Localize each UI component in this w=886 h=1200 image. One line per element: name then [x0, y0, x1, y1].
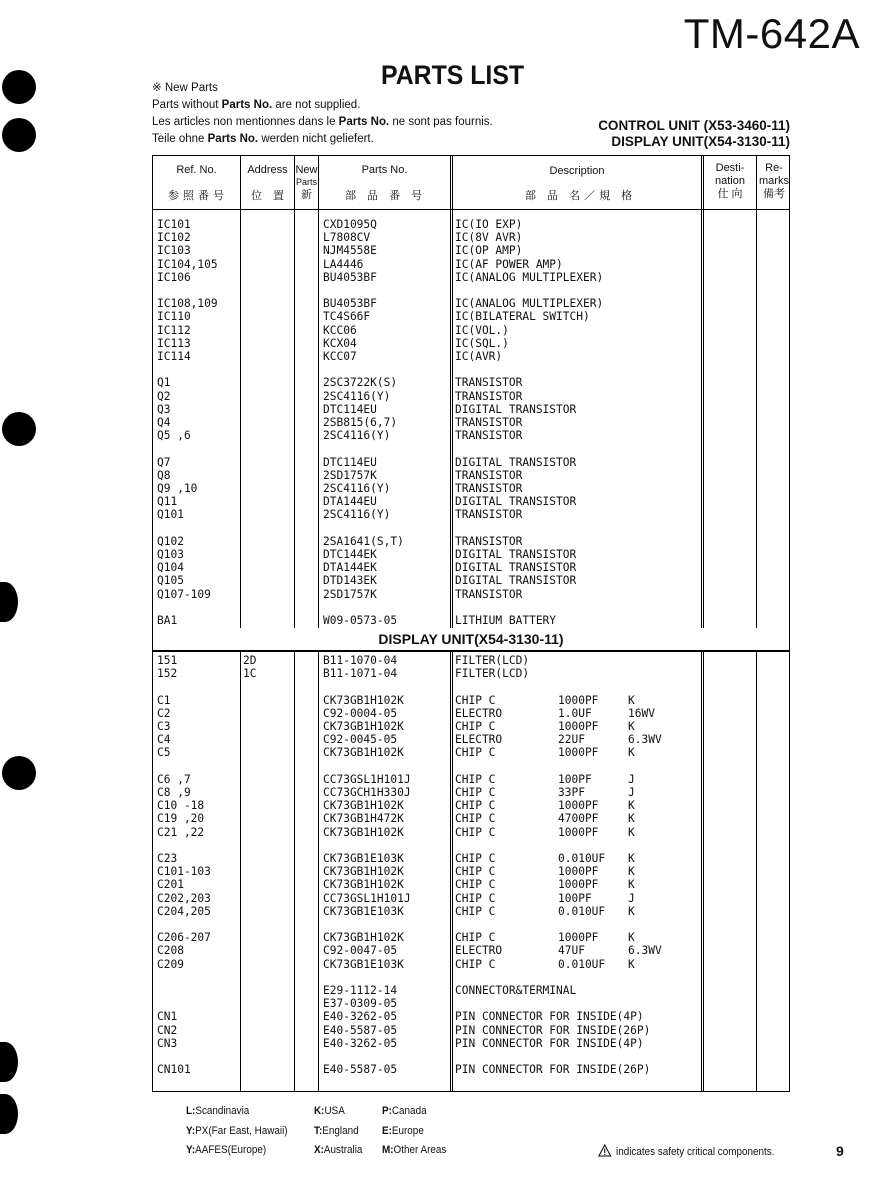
description-cell: DIGITAL TRANSISTOR [455, 402, 577, 416]
description-cell: DIGITAL TRANSISTOR [455, 495, 577, 509]
part-number-cell: DTC114EU [323, 455, 377, 469]
description-cell: DIGITAL TRANSISTOR [455, 561, 577, 575]
value-cell: 1000PF [558, 746, 599, 760]
ref-cell: IC112 [157, 323, 191, 337]
page-title: PARTS LIST [381, 60, 525, 90]
ref-cell: IC103 [157, 244, 191, 258]
description-cell: CHIP C [455, 852, 496, 865]
ref-cell: Q103 [157, 548, 184, 561]
legend-text: England [322, 1125, 359, 1137]
tolerance-cell: K [628, 852, 635, 865]
ref-cell: C5 [157, 746, 171, 760]
legend-text: Australia [323, 1144, 363, 1156]
binder-hole [2, 118, 36, 152]
description-cell: CHIP C [455, 891, 496, 905]
ref-cell: CN3 [157, 1036, 178, 1050]
ref-cell: Q5 ,6 [157, 429, 191, 443]
binder-hole [0, 582, 18, 622]
part-number-cell: E40-5587-05 [323, 1063, 398, 1077]
legend-code: M: [382, 1144, 394, 1156]
description-cell: FILTER(LCD) [455, 654, 530, 667]
description-cell: CHIP C [455, 812, 496, 826]
ref-cell: Q11 [157, 495, 178, 509]
section-heading-display-unit: DISPLAY UNIT(X54-3130-11) [153, 628, 789, 650]
legend-text: Canada [391, 1105, 427, 1117]
part-number-cell: CK73GB1H102K [323, 931, 404, 945]
part-number-cell: 2SC4116(Y) [323, 508, 391, 522]
tolerance-cell: K [628, 878, 635, 892]
ref-cell: Q7 [157, 455, 171, 469]
control-unit-heading: CONTROL UNIT (X53-3460-11) [598, 118, 790, 133]
legend-text: Scandinavia [195, 1105, 250, 1117]
tolerance-cell: K [628, 865, 635, 879]
ref-cell: C23 [157, 852, 178, 865]
description-cell: PIN CONNECTOR FOR INSIDE(26P) [455, 1063, 651, 1077]
part-number-cell: CC73GSL1H101J [323, 772, 411, 786]
note-text: Parts without [152, 99, 222, 111]
new-parts-note: ※ New Parts [152, 82, 218, 94]
part-number-cell: CK73GB1H102K [323, 825, 404, 839]
tolerance-cell: 16WV [628, 706, 655, 720]
part-number-cell: 2SD1757K [323, 587, 377, 601]
ref-cell: C4 [157, 733, 171, 747]
tolerance-cell: J [628, 891, 635, 905]
header-description: Description [549, 165, 605, 177]
description-cell: FILTER(LCD) [455, 667, 530, 681]
value-cell: 0.010UF [558, 904, 606, 918]
part-number-cell: CK73GB1H102K [323, 693, 404, 707]
legend-item [186, 1125, 288, 1137]
note-text: werden nicht geliefert. [258, 133, 374, 145]
part-number-cell: B11-1071-04 [323, 667, 398, 681]
description-cell: IC(OP AMP) [455, 244, 523, 258]
ref-cell: C1 [157, 693, 171, 707]
safety-note-text: indicates safety critical components. [616, 1146, 775, 1158]
tolerance-cell: J [628, 772, 635, 786]
description-cell: CHIP C [455, 786, 496, 799]
ref-cell: IC106 [157, 270, 191, 284]
tolerance-cell: 6.3WV [628, 944, 662, 958]
value-cell: 100PF [558, 772, 592, 786]
description-cell: IC(SQL.) [455, 336, 509, 350]
part-number-cell: LA4446 [323, 257, 364, 271]
description-cell: ELECTRO [455, 733, 503, 747]
part-number-cell: CK73GB1H102K [323, 865, 404, 879]
legend-code: Y: [186, 1125, 196, 1137]
header-description-jp: 部 品 名／規 格 [525, 190, 637, 202]
ref-cell: 152 [157, 667, 178, 681]
part-number-cell: CK73GB1E103K [323, 852, 404, 865]
part-number-cell: TC4S66F [323, 310, 371, 324]
note-text: ne sont pas fournis. [389, 116, 493, 128]
ref-cell: CN2 [157, 1023, 178, 1037]
ref-cell: C8 ,9 [157, 786, 191, 799]
description-cell: DIGITAL TRANSISTOR [455, 548, 577, 561]
part-number-cell: CK73GB1E103K [323, 957, 404, 971]
tolerance-cell: K [628, 799, 635, 813]
legend-text: Other Areas [393, 1144, 447, 1156]
safety-note [598, 1144, 774, 1158]
legend-code: K: [314, 1105, 325, 1117]
value-cell: 0.010UF [558, 957, 606, 971]
part-number-cell: DTA144EU [323, 495, 377, 509]
ref-cell: C19 ,20 [157, 812, 205, 826]
tolerance-cell: K [628, 904, 635, 918]
ref-cell: Q9 ,10 [157, 482, 198, 495]
part-number-cell: 2SC3722K(S) [323, 376, 398, 390]
legend-item [186, 1144, 266, 1156]
part-number-cell: 2SA1641(S,T) [323, 534, 404, 548]
value-cell: 1000PF [558, 720, 599, 733]
column-divider [294, 156, 295, 1091]
legend-item [314, 1125, 359, 1137]
part-number-cell: E37-0309-05 [323, 997, 398, 1011]
part-number-cell: DTC144EK [323, 548, 377, 561]
value-cell: 100PF [558, 891, 592, 905]
part-number-cell: E40-3262-05 [323, 1036, 398, 1050]
legend-code: Y: [186, 1144, 196, 1156]
header-remarks: Re- [765, 162, 783, 174]
part-number-cell: KCX04 [323, 336, 357, 350]
description-cell: CHIP C [455, 799, 496, 813]
part-number-cell: L7808CV [323, 231, 371, 245]
ref-cell: C206-207 [157, 931, 211, 945]
binder-hole [0, 1094, 18, 1134]
description-cell: CHIP C [455, 720, 496, 733]
ref-cell: IC114 [157, 350, 191, 363]
description-cell: IC(IO EXP) [455, 218, 523, 231]
ref-cell: C201 [157, 878, 184, 892]
legend-item [382, 1144, 446, 1156]
description-cell: CHIP C [455, 865, 496, 879]
ref-cell: Q3 [157, 402, 171, 416]
part-number-cell: KCC07 [323, 350, 357, 363]
ref-cell: C3 [157, 720, 171, 733]
part-number-cell: BU4053BF [323, 297, 377, 311]
part-number-cell: CK73GB1H472K [323, 812, 404, 826]
value-cell: 1000PF [558, 825, 599, 839]
description-cell: TRANSISTOR [455, 416, 523, 429]
description-cell: CHIP C [455, 957, 496, 971]
tolerance-cell: K [628, 812, 635, 826]
ref-cell: Q105 [157, 574, 184, 588]
part-number-cell: W09-0573-05 [323, 614, 398, 627]
display-unit-heading: DISPLAY UNIT(X54-3130-11) [611, 134, 790, 149]
part-number-cell: CXD1095Q [323, 218, 377, 231]
header-ref: Ref. No. [176, 164, 217, 176]
ref-cell: C21 ,22 [157, 825, 205, 839]
description-cell: TRANSISTOR [455, 508, 523, 522]
ref-cell: IC113 [157, 336, 191, 350]
legend-code: E: [382, 1125, 392, 1137]
header-remarks-jp: 備考 [763, 188, 785, 200]
ref-cell: C2 [157, 706, 171, 720]
part-number-cell: CC73GSL1H101J [323, 891, 411, 905]
ref-cell: IC104,105 [157, 257, 218, 271]
ref-cell: CN101 [157, 1063, 191, 1077]
description-cell: IC(8V AVR) [455, 231, 523, 245]
header-new-parts: Parts [295, 177, 317, 187]
part-number-cell: B11-1070-04 [323, 654, 398, 667]
note-text: Teile ohne [152, 133, 208, 145]
header-divider [153, 209, 789, 210]
description-cell: IC(ANALOG MULTIPLEXER) [455, 270, 604, 284]
tolerance-cell: 6.3WV [628, 733, 662, 747]
description-cell: CHIP C [455, 693, 496, 707]
legend-item [382, 1105, 427, 1117]
ref-cell: C6 ,7 [157, 772, 191, 786]
model-number: TM-642A [683, 10, 860, 57]
description-cell: TRANSISTOR [455, 482, 523, 495]
part-number-cell: C92-0004-05 [323, 706, 398, 720]
value-cell: 1000PF [558, 931, 599, 945]
tolerance-cell: K [628, 693, 635, 707]
legend-item [382, 1125, 424, 1137]
note-text: Les articles non mentionnes dans le [152, 116, 339, 128]
part-number-cell: KCC06 [323, 323, 357, 337]
part-number-cell: C92-0047-05 [323, 944, 398, 958]
description-cell: LITHIUM BATTERY [455, 614, 557, 627]
part-number-cell: BU4053BF [323, 270, 377, 284]
part-number-cell: 2SB815(6,7) [323, 416, 398, 429]
ref-cell: IC102 [157, 231, 191, 245]
legend-item [186, 1105, 249, 1117]
description-cell: TRANSISTOR [455, 429, 523, 443]
parts-table [152, 155, 790, 1092]
note-text: are not supplied. [272, 99, 361, 111]
value-cell: 47UF [558, 944, 585, 958]
description-cell: DIGITAL TRANSISTOR [455, 574, 577, 588]
tolerance-cell: K [628, 957, 635, 971]
ref-cell: Q107-109 [157, 587, 211, 601]
ref-cell: Q104 [157, 561, 184, 575]
note-french [152, 114, 493, 131]
part-number-cell: CC73GCH1H330J [323, 786, 411, 799]
description-cell: IC(BILATERAL SWITCH) [455, 310, 590, 324]
note-german [152, 131, 493, 148]
part-number-cell: E40-5587-05 [323, 1023, 398, 1037]
header-destination-2: nation [715, 175, 745, 187]
part-number-cell: E40-3262-05 [323, 1010, 398, 1024]
part-number-cell: CK73GB1H102K [323, 746, 404, 760]
value-cell: 0.010UF [558, 852, 606, 865]
legend-code: P: [382, 1105, 392, 1117]
legend-code: X: [314, 1144, 324, 1156]
tolerance-cell: J [628, 786, 635, 799]
note-bold: Parts No. [338, 116, 390, 128]
description-cell: ELECTRO [455, 706, 503, 720]
description-cell: PIN CONNECTOR FOR INSIDE(26P) [455, 1023, 651, 1037]
ref-cell: C208 [157, 944, 184, 958]
binder-hole [2, 70, 36, 104]
description-cell: CONNECTOR&TERMINAL [455, 984, 577, 997]
description-cell: TRANSISTOR [455, 468, 523, 482]
binder-hole [0, 1042, 18, 1082]
part-number-cell: 2SC4116(Y) [323, 429, 391, 443]
header-destination-jp: 仕 向 [717, 188, 743, 200]
header-ref-jp: 参照番号 [168, 190, 228, 202]
warning-triangle-icon [598, 1144, 612, 1157]
note-bold: Parts No. [207, 133, 259, 145]
part-number-cell: 2SC4116(Y) [323, 482, 391, 495]
binder-hole [2, 756, 36, 790]
ref-cell: Q102 [157, 534, 184, 548]
description-cell: CHIP C [455, 904, 496, 918]
description-cell: PIN CONNECTOR FOR INSIDE(4P) [455, 1036, 644, 1050]
description-cell: CHIP C [455, 825, 496, 839]
description-cell: IC(VOL.) [455, 323, 509, 337]
tolerance-cell: K [628, 825, 635, 839]
header-address: Address [247, 164, 288, 176]
part-number-cell: CK73GB1H102K [323, 799, 404, 813]
ref-cell: C202,203 [157, 891, 211, 905]
ref-cell: IC108,109 [157, 297, 218, 311]
legend-text: USA [324, 1105, 345, 1117]
ref-cell: C209 [157, 957, 184, 971]
ref-cell: BA1 [157, 614, 178, 627]
header-new: New [295, 164, 318, 176]
description-cell: TRANSISTOR [455, 376, 523, 390]
column-divider [756, 156, 757, 1091]
part-number-cell: NJM4558E [323, 244, 377, 258]
legend-item [314, 1105, 345, 1117]
legend-text: AAFES(Europe) [195, 1144, 267, 1156]
ref-cell: Q2 [157, 389, 171, 403]
ref-cell: IC101 [157, 218, 191, 231]
header-address-jp: 位 置 [251, 190, 289, 202]
legend-text: PX(Far East, Hawaii) [195, 1125, 288, 1137]
page-number: 9 [836, 1143, 844, 1159]
value-cell: 1000PF [558, 799, 599, 813]
header-remarks-2: marks [759, 175, 789, 187]
note-english [152, 97, 493, 114]
part-number-cell: DTC114EU [323, 402, 377, 416]
part-number-cell: DTD143EK [323, 574, 377, 588]
ref-cell: Q8 [157, 468, 171, 482]
description-cell: ELECTRO [455, 944, 503, 958]
ref-cell: 151 [157, 654, 178, 667]
ref-cell: Q101 [157, 508, 184, 522]
value-cell: 22UF [558, 733, 585, 747]
description-cell: TRANSISTOR [455, 587, 523, 601]
ref-cell: C204,205 [157, 904, 211, 918]
column-divider [450, 156, 453, 1091]
value-cell: 4700PF [558, 812, 599, 826]
header-destination: Desti- [715, 162, 745, 174]
ref-cell: C10 -18 [157, 799, 205, 813]
note-bold: Parts No. [221, 99, 273, 111]
part-number-cell: C92-0045-05 [323, 733, 398, 747]
description-cell: IC(AVR) [455, 350, 503, 363]
description-cell: TRANSISTOR [455, 534, 523, 548]
column-divider [318, 156, 319, 1091]
address-cell: 1C [243, 667, 257, 681]
tolerance-cell: K [628, 931, 635, 945]
header-parts-no: Parts No. [361, 164, 408, 176]
value-cell: 33PF [558, 786, 585, 799]
tolerance-cell: K [628, 720, 635, 733]
header-new-jp: 新 [301, 189, 312, 201]
ref-cell: Q4 [157, 416, 171, 429]
legend-item [314, 1144, 362, 1156]
legend-code: L: [186, 1105, 196, 1117]
column-divider [701, 156, 704, 1091]
header-parts-jp: 部 品 番 号 [345, 190, 427, 202]
value-cell: 1.0UF [558, 706, 592, 720]
part-number-cell: CK73GB1H102K [323, 720, 404, 733]
description-cell: CHIP C [455, 746, 496, 760]
value-cell: 1000PF [558, 878, 599, 892]
part-number-cell: 2SD1757K [323, 468, 377, 482]
description-cell: PIN CONNECTOR FOR INSIDE(4P) [455, 1010, 644, 1024]
ref-cell: Q1 [157, 376, 171, 390]
legend-text: Europe [391, 1125, 424, 1137]
address-cell: 2D [243, 654, 257, 667]
description-cell: CHIP C [455, 772, 496, 786]
tolerance-cell: K [628, 746, 635, 760]
section-divider [153, 650, 789, 652]
description-cell: DIGITAL TRANSISTOR [455, 455, 577, 469]
part-number-cell: DTA144EK [323, 561, 377, 575]
part-number-cell: CK73GB1E103K [323, 904, 404, 918]
description-cell: IC(ANALOG MULTIPLEXER) [455, 297, 604, 311]
value-cell: 1000PF [558, 865, 599, 879]
description-cell: TRANSISTOR [455, 389, 523, 403]
part-number-cell: CK73GB1H102K [323, 878, 404, 892]
part-number-cell: E29-1112-14 [323, 984, 398, 997]
notes-block [152, 80, 493, 148]
column-divider [240, 156, 241, 1091]
binder-hole [2, 412, 36, 446]
ref-cell: IC110 [157, 310, 191, 324]
legend-code: T: [314, 1125, 323, 1137]
ref-cell: CN1 [157, 1010, 178, 1024]
value-cell: 1000PF [558, 693, 599, 707]
description-cell: CHIP C [455, 878, 496, 892]
part-number-cell: 2SC4116(Y) [323, 389, 391, 403]
ref-cell: C101-103 [157, 865, 211, 879]
description-cell: IC(AF POWER AMP) [455, 257, 563, 271]
description-cell: CHIP C [455, 931, 496, 945]
